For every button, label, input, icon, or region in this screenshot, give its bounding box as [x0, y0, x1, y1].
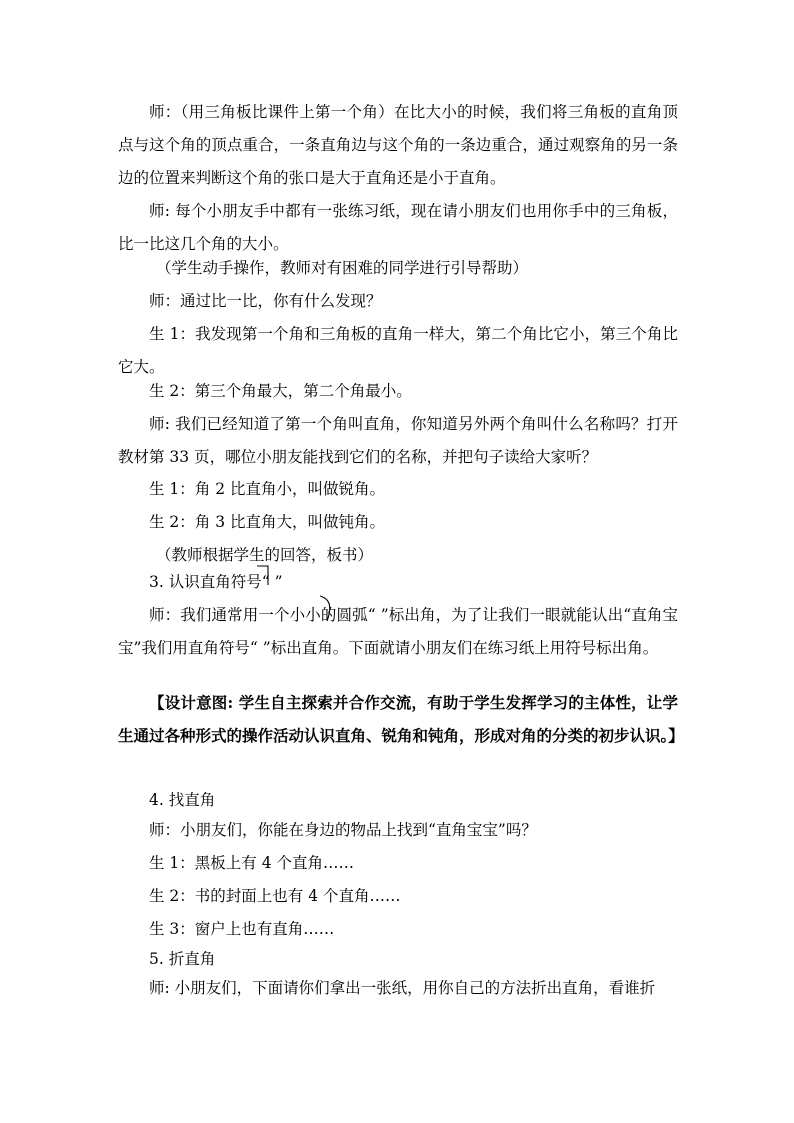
section-heading-right-angle-symbol: 3. 认识直角符号“ ”: [149, 573, 283, 591]
paragraph-student-operation: （学生动手操作，教师对有困难的同学进行引导帮助）: [156, 259, 529, 277]
paragraph-student1-finding: 生 1：我发现第一个角和三角板的直角一样大，第二个角比它小，第三个角比它大。: [118, 325, 678, 376]
section-heading-find-right-angle: 4. 找直角: [149, 791, 216, 809]
paragraph-acute-angle: 生 1：角 2 比直角小，叫做锐角。: [149, 480, 386, 498]
section-heading-fold-right-angle: 5. 折直角: [149, 950, 216, 968]
paragraph-practice-sheet: 师: 每个小朋友手中都有一张练习纸，现在请小朋友们也用你手中的三角板，比一比这几个角的大小。: [118, 202, 678, 253]
paragraph-design-intent: 【设计意图: 学生自主探索并合作交流，有助于学生发挥学习的主体性，让学生通过各种形式的操作活动认识直角、锐角和钝角，形成对角的分类的初步认识。】: [118, 693, 684, 745]
paragraph-textbook-question: 师: 我们已经知道了第一个角叫直角，你知道另外两个角叫什么名称吗？打开教材第 33 页，哪位小朋友能找到它们的名称，并把句子读给大家听？: [118, 415, 678, 466]
paragraph-compare-method: 师：（用三角板比课件上第一个角）在比大小的时候，我们将三角板的直角顶点与这个角的顶点重合，一条直角边与这个角的一条边重合，通过观察角的另一条边的位置来判断这个角的张口是大于直角还是小于直角。: [118, 103, 678, 187]
paragraph-student3-window: 生 3：窗户上也有直角……: [149, 920, 335, 938]
paragraph-fold-instruction: 师: 小朋友们，下面请你们拿出一张纸，用你自己的方法折出直角，看谁折: [149, 979, 656, 997]
paragraph-student2-book: 生 2：书的封面上也有 4 个直角……: [149, 887, 401, 905]
paragraph-find-question: 师：小朋友们，你能在身边的物品上找到“直角宝宝”吗？: [149, 821, 537, 839]
paragraph-symbol-explanation: 师：我们通常用一个小小的圆弧“ ”标出角，为了让我们一眼就能认出“直角宝宝”我们用直角符号“ ”标出直角。下面就请小朋友们在练习纸上用符号标出角。: [118, 606, 678, 657]
paragraph-obtuse-angle: 生 2：角 3 比直角大，叫做钝角。: [149, 513, 386, 531]
paragraph-student1-blackboard: 生 1：黑板上有 4 个直角……: [149, 854, 355, 872]
paragraph-student2-finding: 生 2：第三个角最大，第二个角最小。: [149, 382, 412, 400]
paragraph-blackboard: （教师根据学生的回答，板书）: [156, 546, 374, 564]
paragraph-teacher-question: 师：通过比一比，你有什么发现？: [149, 292, 382, 310]
